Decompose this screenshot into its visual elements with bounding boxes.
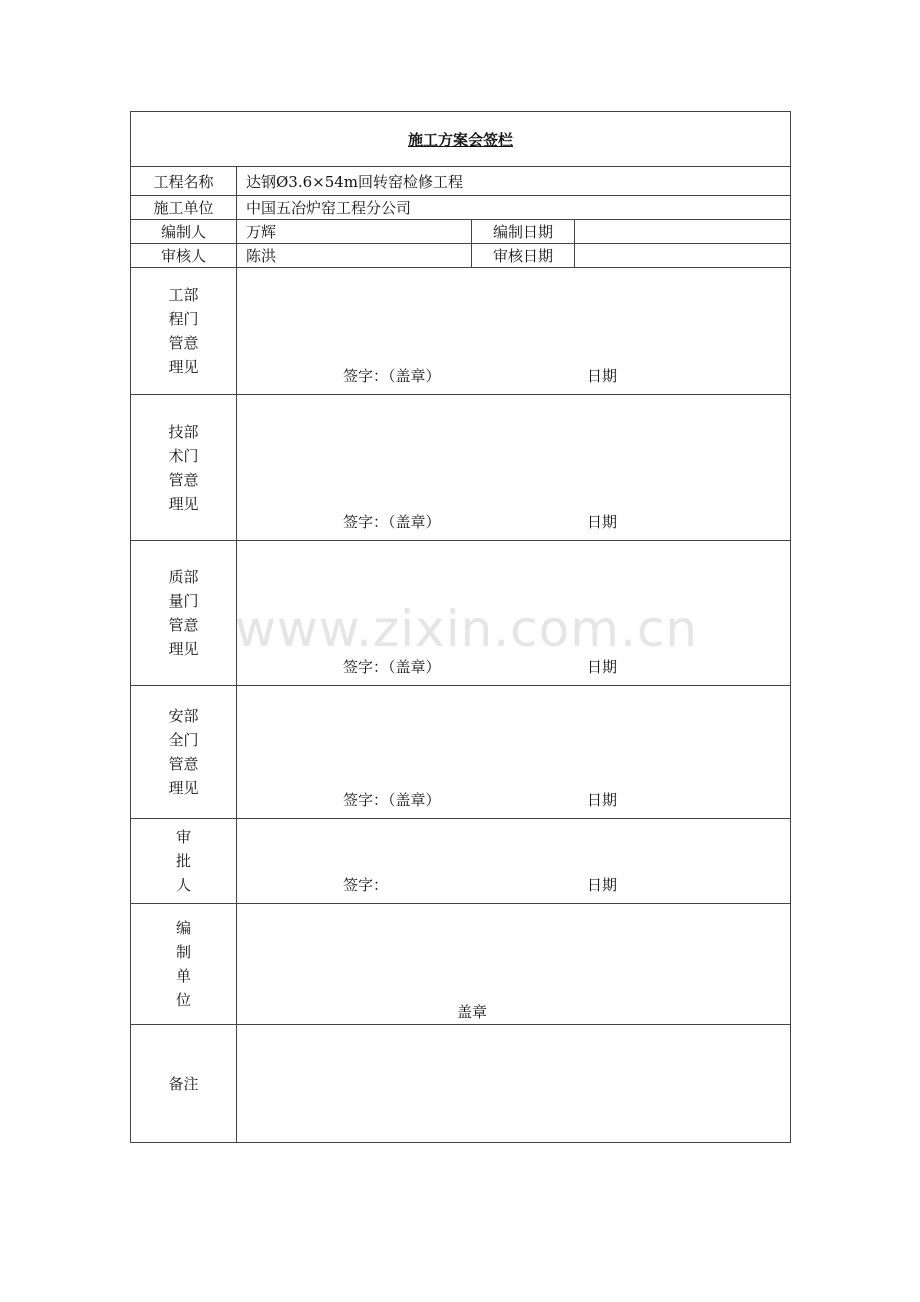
date-label: 日期 xyxy=(587,876,618,894)
technical-dept-label: 技部 术门 管意 理见 xyxy=(131,395,237,541)
project-name-label: 工程名称 xyxy=(131,167,237,196)
signature-seal-label: 签字：（盖章） xyxy=(343,513,441,531)
approver-label: 审 批 人 xyxy=(131,819,237,904)
signature-seal-label: 签字：（盖章） xyxy=(343,791,441,809)
author-label: 编制人 xyxy=(131,220,237,244)
seal-label: 盖章 xyxy=(457,1003,488,1021)
contractor-label: 施工单位 xyxy=(131,196,237,220)
quality-dept-opinion xyxy=(237,541,791,686)
safety-dept-label: 安部 全门 管意 理见 xyxy=(131,686,237,819)
author-value: 万辉 xyxy=(237,220,472,244)
engineering-dept-label: 工部 程门 管意 理见 xyxy=(131,268,237,395)
quality-dept-label: 质部 量门 管意 理见 xyxy=(131,541,237,686)
form-title: 施工方案会签栏 xyxy=(131,112,791,167)
author-date-label: 编制日期 xyxy=(472,220,575,244)
signature-seal-label: 签字：（盖章） xyxy=(343,658,441,676)
engineering-dept-opinion xyxy=(237,268,791,395)
reviewer-label: 审核人 xyxy=(131,244,237,268)
project-name-value: 达钢Ø3.6×54m回转窑检修工程 xyxy=(237,167,791,196)
date-label: 日期 xyxy=(587,791,618,809)
signature-seal-label: 签字：（盖章） xyxy=(343,367,441,385)
contractor-value: 中国五冶炉窑工程分公司 xyxy=(237,196,791,220)
compiling-unit-body xyxy=(237,904,791,1025)
compiling-unit-label: 编 制 单 位 xyxy=(131,904,237,1025)
review-date-value xyxy=(575,244,791,268)
signoff-form xyxy=(130,111,790,1147)
remarks-label: 备注 xyxy=(131,1025,237,1143)
date-label: 日期 xyxy=(587,367,618,385)
date-label: 日期 xyxy=(587,658,618,676)
reviewer-value: 陈洪 xyxy=(237,244,472,268)
remarks-body xyxy=(237,1025,791,1143)
watermark: www.zixin.com.cn xyxy=(235,600,699,658)
technical-dept-opinion xyxy=(237,395,791,541)
approver-opinion xyxy=(237,819,791,904)
signature-label: 签字： xyxy=(343,876,389,894)
signoff-table xyxy=(130,111,791,1143)
safety-dept-opinion xyxy=(237,686,791,819)
review-date-label: 审核日期 xyxy=(472,244,575,268)
date-label: 日期 xyxy=(587,513,618,531)
author-date-value xyxy=(575,220,791,244)
